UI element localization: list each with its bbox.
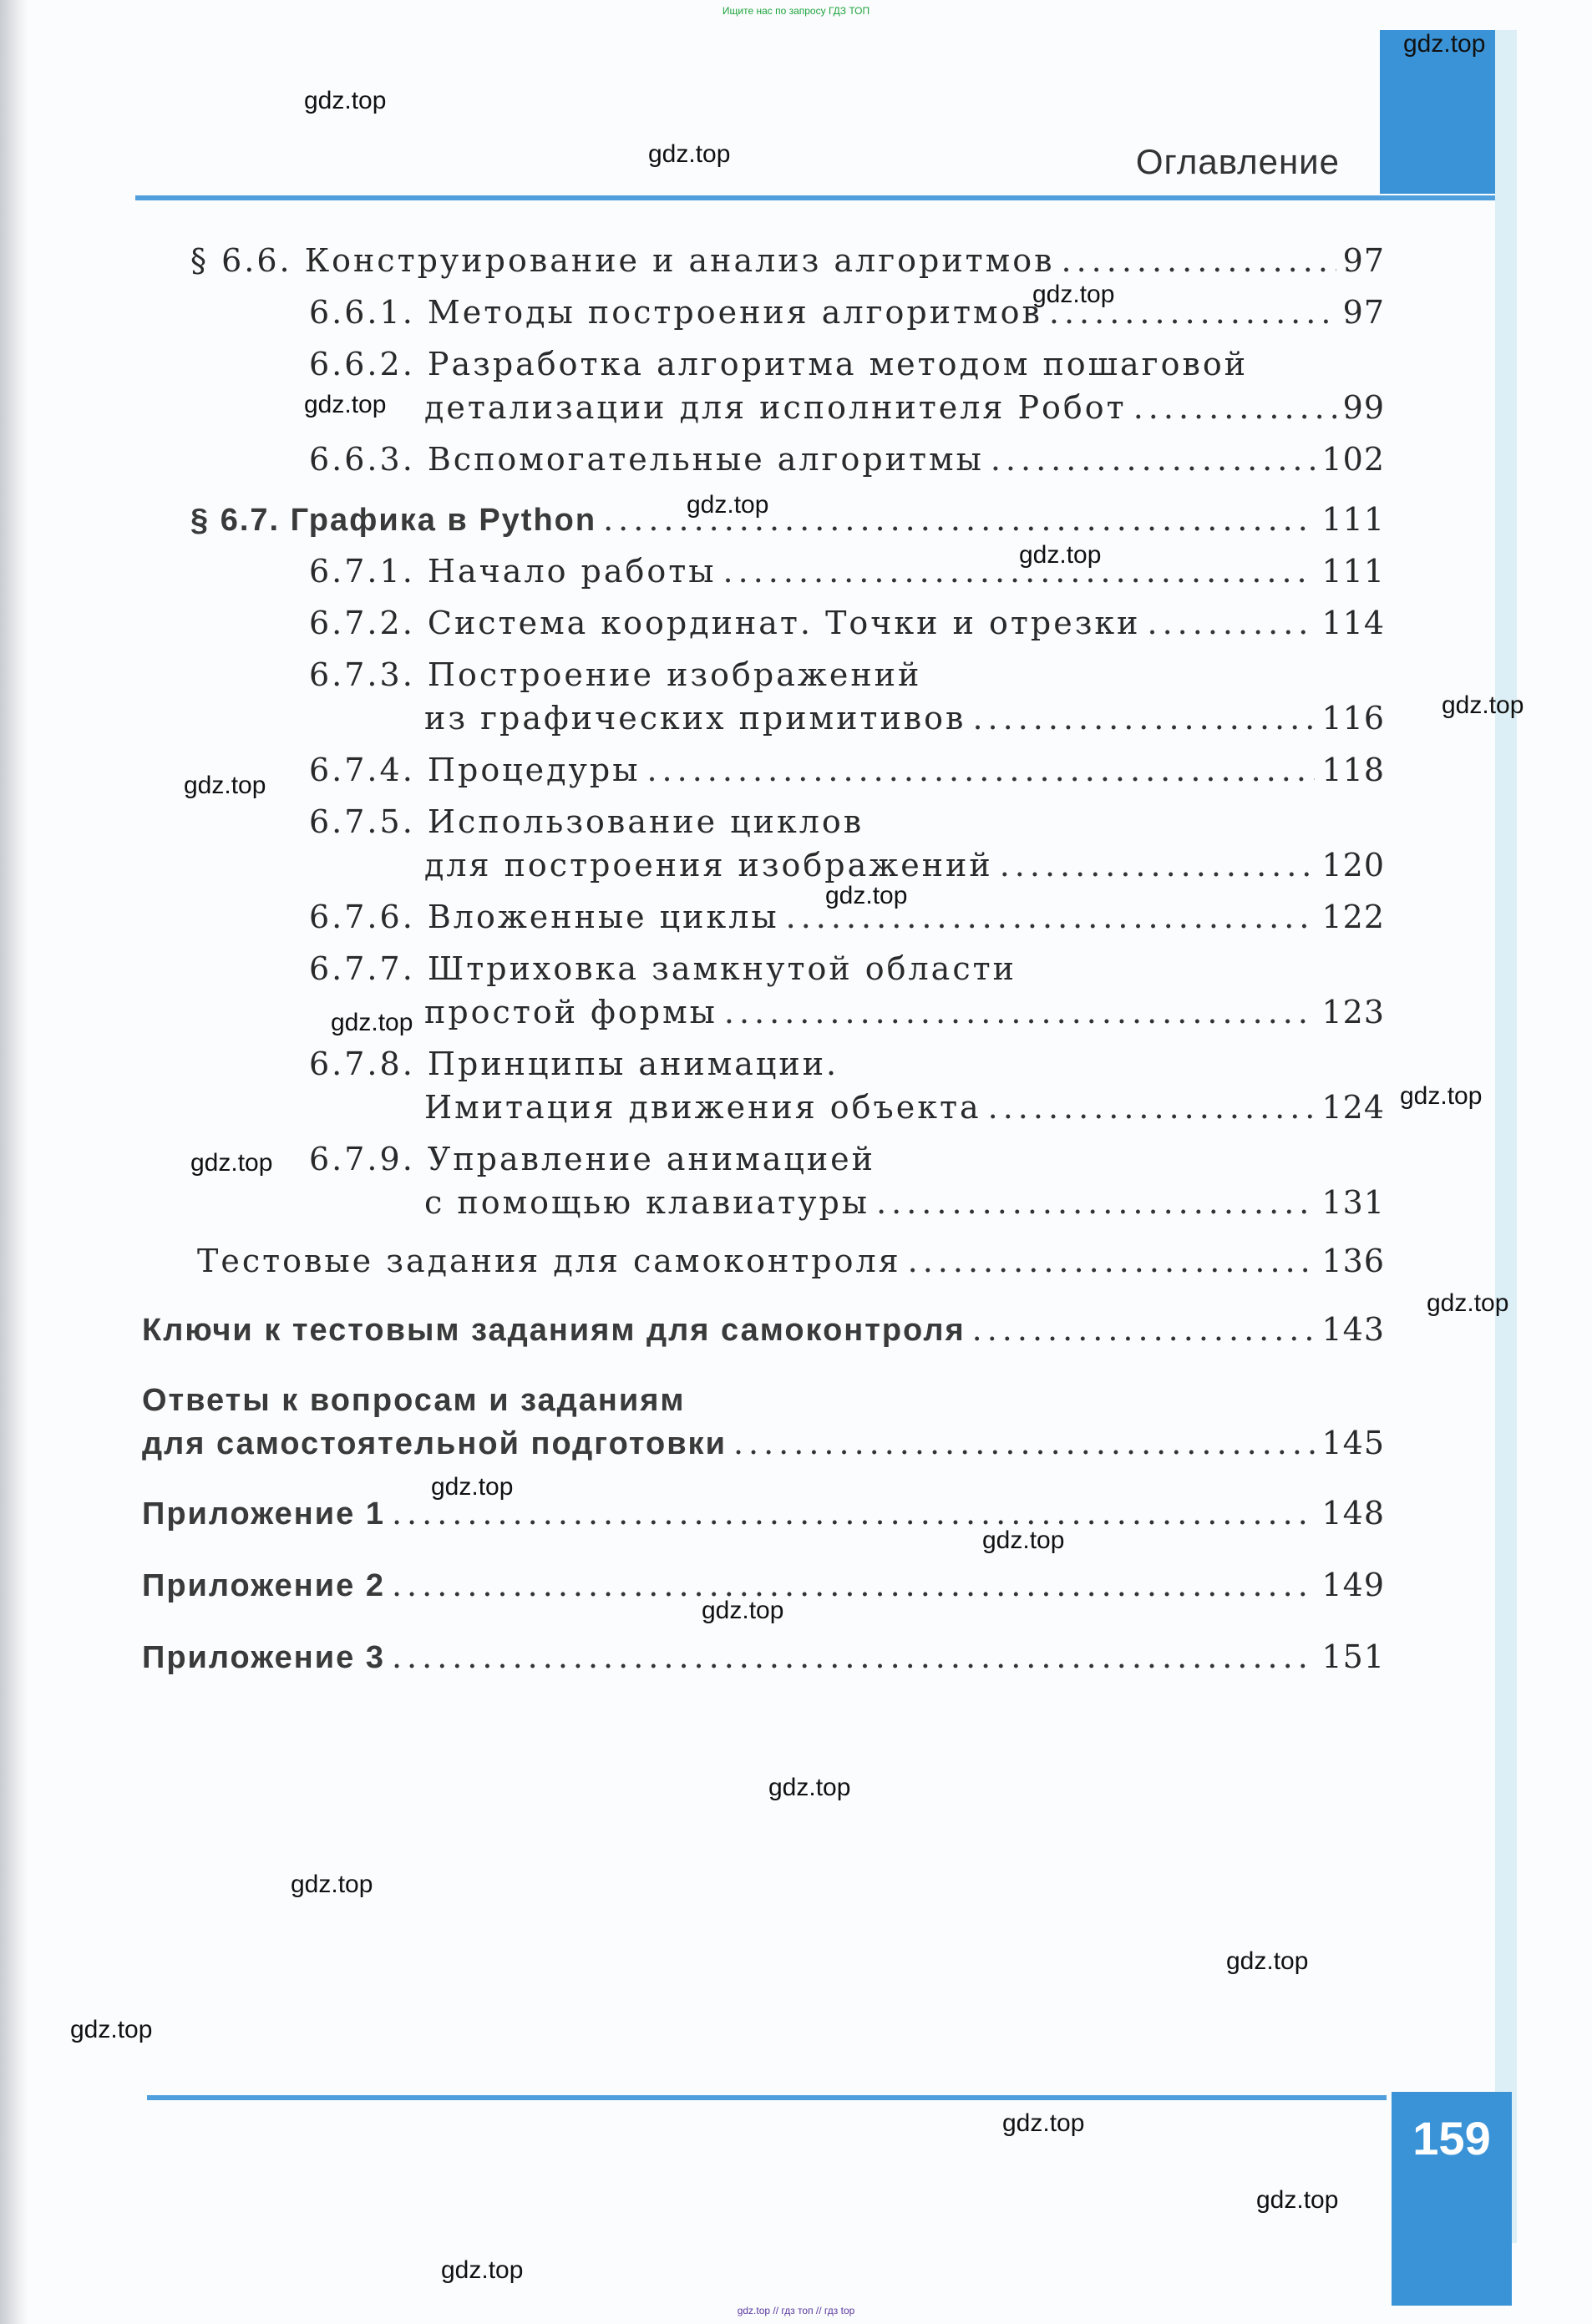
- toc-page: 97: [1342, 242, 1385, 279]
- toc-entry-6-7-5-line2[interactable]: [424, 847, 1385, 884]
- toc-page: 118: [1321, 752, 1385, 788]
- toc-page: 120: [1321, 847, 1385, 884]
- toc-leader: [1000, 847, 1316, 884]
- toc-entry-appendix-1[interactable]: [142, 1495, 1385, 1532]
- toc-number: 6.7.9.: [309, 1141, 415, 1177]
- toc-title: Принципы анимации.: [427, 1046, 839, 1082]
- toc-entry-tests[interactable]: [197, 1243, 1385, 1279]
- toc-page: 143: [1321, 1311, 1385, 1348]
- toc-title: Приложение 3: [142, 1640, 385, 1675]
- toc-title: Процедуры: [427, 752, 641, 788]
- toc-entry-6-7-9-line2[interactable]: [424, 1184, 1385, 1221]
- toc-number: 6.7.2.: [309, 605, 415, 641]
- toc-entry-6-7[interactable]: [190, 501, 1385, 539]
- toc-page: 97: [1342, 294, 1385, 331]
- toc-page: 102: [1321, 441, 1385, 478]
- toc-number: § 6.7.: [190, 503, 281, 538]
- header-rule: [135, 195, 1495, 200]
- toc-leader: [392, 1638, 1316, 1675]
- watermark: gdz.top: [431, 1473, 514, 1501]
- header-title: Оглавление: [1135, 142, 1340, 181]
- toc-number: 6.6.2.: [309, 346, 415, 382]
- watermark: gdz.top: [1019, 541, 1102, 569]
- watermark: gdz.top: [70, 2016, 153, 2043]
- toc-number: 6.7.6.: [309, 899, 415, 935]
- toc-leader: [1133, 389, 1336, 426]
- toc-entry-appendix-3[interactable]: [142, 1638, 1385, 1676]
- toc-title: для построения изображений: [424, 847, 993, 884]
- toc-number: 6.7.4.: [309, 752, 415, 788]
- bottom-note: gdz.top // гдз топ // гдз top: [737, 2305, 855, 2316]
- toc-page: 116: [1321, 700, 1385, 737]
- toc-leader: [972, 700, 1315, 737]
- toc-title: простой формы: [424, 994, 717, 1030]
- toc-title: из графических примитивов: [424, 700, 966, 737]
- toc-leader: [1148, 605, 1316, 641]
- watermark: gdz.top: [184, 772, 266, 799]
- toc-page: 136: [1321, 1243, 1385, 1279]
- toc-page: 111: [1321, 501, 1385, 538]
- watermark: gdz.top: [304, 391, 387, 418]
- toc-leader: [988, 1089, 1316, 1126]
- toc-leader: [646, 752, 1315, 788]
- watermark: gdz.top: [304, 87, 387, 114]
- toc-title: Штриховка замкнутой области: [427, 950, 1017, 987]
- watermark: gdz.top: [1442, 691, 1524, 719]
- toc-number: 6.7.1.: [309, 553, 415, 590]
- toc-entry-6-7-1[interactable]: [309, 553, 1385, 590]
- toc-entry-6-6-3[interactable]: [309, 441, 1385, 478]
- right-margin-strip: [1495, 30, 1517, 2243]
- watermark: gdz.top: [768, 1774, 851, 1801]
- toc-title: Управление анимацией: [427, 1141, 875, 1177]
- toc-entry-6-7-4[interactable]: [309, 752, 1385, 788]
- toc-entry-6-7-2[interactable]: [309, 605, 1385, 641]
- toc-title: Система координат. Точки и отрезки: [427, 605, 1141, 641]
- watermark: gdz.top: [331, 1009, 413, 1036]
- watermark: gdz.top: [982, 1527, 1065, 1554]
- toc-number: 6.6.3.: [309, 441, 415, 478]
- toc-number: § 6.6.: [190, 242, 292, 279]
- toc-entry-answers-line2[interactable]: [142, 1425, 1385, 1462]
- watermark: gdz.top: [1032, 281, 1115, 308]
- toc-entry-6-7-3-line1[interactable]: [309, 656, 921, 693]
- footer-rule: [147, 2095, 1387, 2100]
- toc-page: 111: [1321, 553, 1385, 590]
- toc-number: 6.7.7.: [309, 950, 415, 987]
- toc-leader: [392, 1567, 1316, 1603]
- toc-entry-6-6[interactable]: [190, 242, 1385, 279]
- toc-leader: [392, 1495, 1316, 1532]
- toc-page: 123: [1321, 994, 1385, 1030]
- toc-number: 6.6.1.: [309, 294, 415, 331]
- toc-page: 124: [1321, 1089, 1385, 1126]
- page-number: 159: [1412, 2112, 1491, 2165]
- watermark: gdz.top: [1256, 2186, 1339, 2214]
- toc-title: Ключи к тестовым заданиям для самоконтроля: [142, 1313, 966, 1348]
- toc-title: Вспомогательные алгоритмы: [427, 441, 984, 478]
- toc-title: Построение изображений: [427, 656, 922, 693]
- toc-entry-6-7-5-line1[interactable]: [309, 803, 864, 840]
- toc-entry-6-6-1[interactable]: [309, 294, 1385, 331]
- watermark: gdz.top: [190, 1149, 273, 1177]
- toc-title: Методы построения алгоритмов: [427, 294, 1042, 331]
- toc-leader: [972, 1311, 1316, 1348]
- watermark: gdz.top: [702, 1597, 784, 1624]
- toc-entry-6-7-9-line1[interactable]: [309, 1141, 875, 1177]
- toc-title: Приложение 2: [142, 1568, 385, 1603]
- toc-page: 145: [1321, 1425, 1385, 1461]
- toc-leader: [733, 1425, 1316, 1461]
- toc-page: 131: [1321, 1184, 1385, 1221]
- toc-title: Использование циклов: [427, 803, 864, 840]
- toc-page: 151: [1321, 1638, 1385, 1675]
- toc-entry-6-6-2-line1[interactable]: [309, 346, 1248, 382]
- watermark: gdz.top: [1226, 1947, 1309, 1975]
- toc-leader: [991, 441, 1316, 478]
- toc-number: 6.7.3.: [309, 656, 415, 693]
- watermark: gdz.top: [648, 140, 731, 168]
- toc-entry-6-7-7-line1[interactable]: [309, 950, 1017, 987]
- toc-entry-6-7-8-line2[interactable]: [424, 1089, 1385, 1126]
- toc-title: Конструирование и анализ алгоритмов: [304, 242, 1055, 279]
- toc-page: 114: [1321, 605, 1385, 641]
- toc-title: Тестовые задания для самоконтроля: [197, 1243, 901, 1279]
- toc-page: 148: [1321, 1495, 1385, 1532]
- toc-title: Графика в Python: [290, 503, 597, 538]
- toc-title: для самостоятельной подготовки: [142, 1426, 727, 1461]
- toc-entry-6-7-8-line1[interactable]: [309, 1046, 839, 1082]
- toc-title: детализации для исполнителя Робот: [424, 389, 1127, 426]
- toc-entry-6-6-2-line2[interactable]: [424, 389, 1385, 426]
- watermark: gdz.top: [825, 882, 908, 909]
- watermark: gdz.top: [687, 491, 769, 519]
- watermark: gdz.top: [1400, 1082, 1483, 1110]
- toc-number: 6.7.5.: [309, 803, 415, 840]
- toc-page: 122: [1321, 899, 1385, 935]
- watermark: gdz.top: [441, 2256, 524, 2284]
- toc-page: 149: [1321, 1567, 1385, 1603]
- toc-leader: [908, 1243, 1316, 1279]
- toc-title: Имитация движения объекта: [424, 1089, 981, 1126]
- toc-number: 6.7.8.: [309, 1046, 415, 1082]
- toc-entry-keys[interactable]: [142, 1311, 1385, 1349]
- watermark: gdz.top: [291, 1871, 373, 1898]
- toc-title: с помощью клавиатуры: [424, 1184, 870, 1221]
- toc-title: Приложение 1: [142, 1496, 385, 1532]
- toc-title: Вложенные циклы: [427, 899, 779, 935]
- toc-title: Начало работы: [427, 553, 717, 590]
- toc-leader: [724, 994, 1316, 1030]
- toc-entry-answers-line1[interactable]: Ответы к вопросам и заданиям: [142, 1383, 686, 1418]
- toc-leader: [1062, 242, 1336, 279]
- watermark: gdz.top: [1403, 30, 1486, 58]
- toc-entry-6-7-3-line2[interactable]: [424, 700, 1385, 737]
- watermark: gdz.top: [1427, 1289, 1509, 1317]
- toc-entry-6-7-7-line2[interactable]: [424, 994, 1385, 1030]
- toc-title: Разработка алгоритма методом пошаговой: [427, 346, 1249, 382]
- toc-page: 99: [1342, 389, 1385, 426]
- watermark: gdz.top: [1002, 2109, 1085, 2137]
- page-gutter-shadow: [0, 0, 28, 2324]
- toc-leader: [876, 1184, 1315, 1221]
- top-note: Ищите нас по запросу ГДЗ ТОП: [722, 5, 870, 17]
